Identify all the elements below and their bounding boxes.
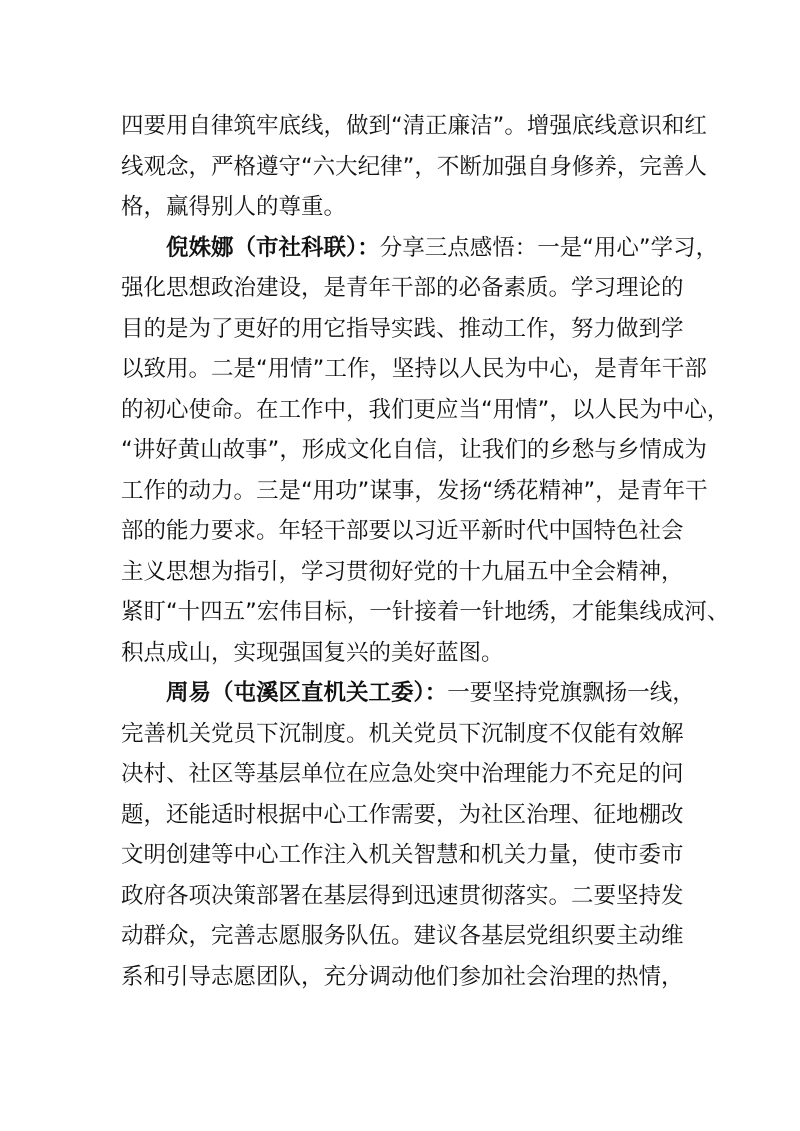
speaker-line (121, 673, 701, 714)
text-line: 四要用自律筑牢底线，做到“清正廉洁”。增强底线意识和红 (121, 113, 707, 139)
paragraph-zhou-yi (121, 673, 701, 997)
paragraph-discipline (121, 106, 707, 228)
text-line: 强化思想政治建设，是青年干部的必备素质。学习理论的 (121, 275, 684, 301)
text-line: 完善机关党员下沉制度。机关党员下沉制度不仅能有效解 (121, 720, 684, 747)
text-line: “讲好黄山故事”，形成文化自信，让我们的乡愁与乡情成为 (121, 437, 707, 463)
text-line: 紧盯“十四五”宏伟目标，一针接着一针地绣，才能集线成河、 (121, 599, 730, 625)
document-body (121, 106, 730, 997)
text-line: 决村、社区等基层单位在应急处突中治理能力不充足的问 (121, 761, 684, 787)
text-line: 积点成山，实现强国复兴的美好蓝图。 (121, 639, 504, 666)
speaker-line-text: 一要坚持党旗飘扬一线， (447, 680, 695, 706)
speaker-name: 倪姝娜（市社科联）： (166, 234, 380, 261)
text-line: 工作的动力。三是“用功”谋事，发扬“绣花精神”，是青年干 (121, 477, 708, 504)
text-line: 目的是为了更好的用它指导实践、推动工作，努力做到学 (121, 315, 684, 342)
speaker-name: 周易（屯溪区直机关工委）： (166, 680, 448, 706)
text-line: 主义思想为指引，学习贯彻好党的十九届五中全会精神， (121, 558, 684, 585)
text-line: 题，还能适时根据中心工作需要，为社区治理、征地棚改 (121, 801, 684, 828)
text-line: 部的能力要求。年轻干部要以习近平新时代中国特色社会 (121, 518, 684, 544)
text-line: 线观念，严格遵守“六大纪律”，不断加强自身修养，完善人 (121, 153, 707, 180)
text-line: 以致用。二是“用情”工作，坚持以人民为中心，是青年干部 (121, 356, 707, 382)
speaker-line (121, 228, 719, 269)
paragraph-ni-shuna (121, 228, 730, 674)
text-line: 动群众，完善志愿服务队伍。建议各基层党组织要主动维 (121, 923, 684, 949)
text-line: 系和引导志愿团队，充分调动他们参加社会治理的热情， (121, 963, 684, 990)
text-line: 文明创建等中心工作注入机关智慧和机关力量，使市委市 (121, 842, 684, 868)
text-line: 政府各项决策部署在基层得到迅速贯彻落实。二要坚持发 (121, 882, 684, 909)
speaker-line-text: 分享三点感悟：一是“用心”学习， (379, 234, 719, 261)
text-line: 的初心使命。在工作中，我们更应当“用情”，以人民为中心， (121, 396, 730, 423)
text-line: 格，赢得别人的尊重。 (121, 194, 347, 220)
